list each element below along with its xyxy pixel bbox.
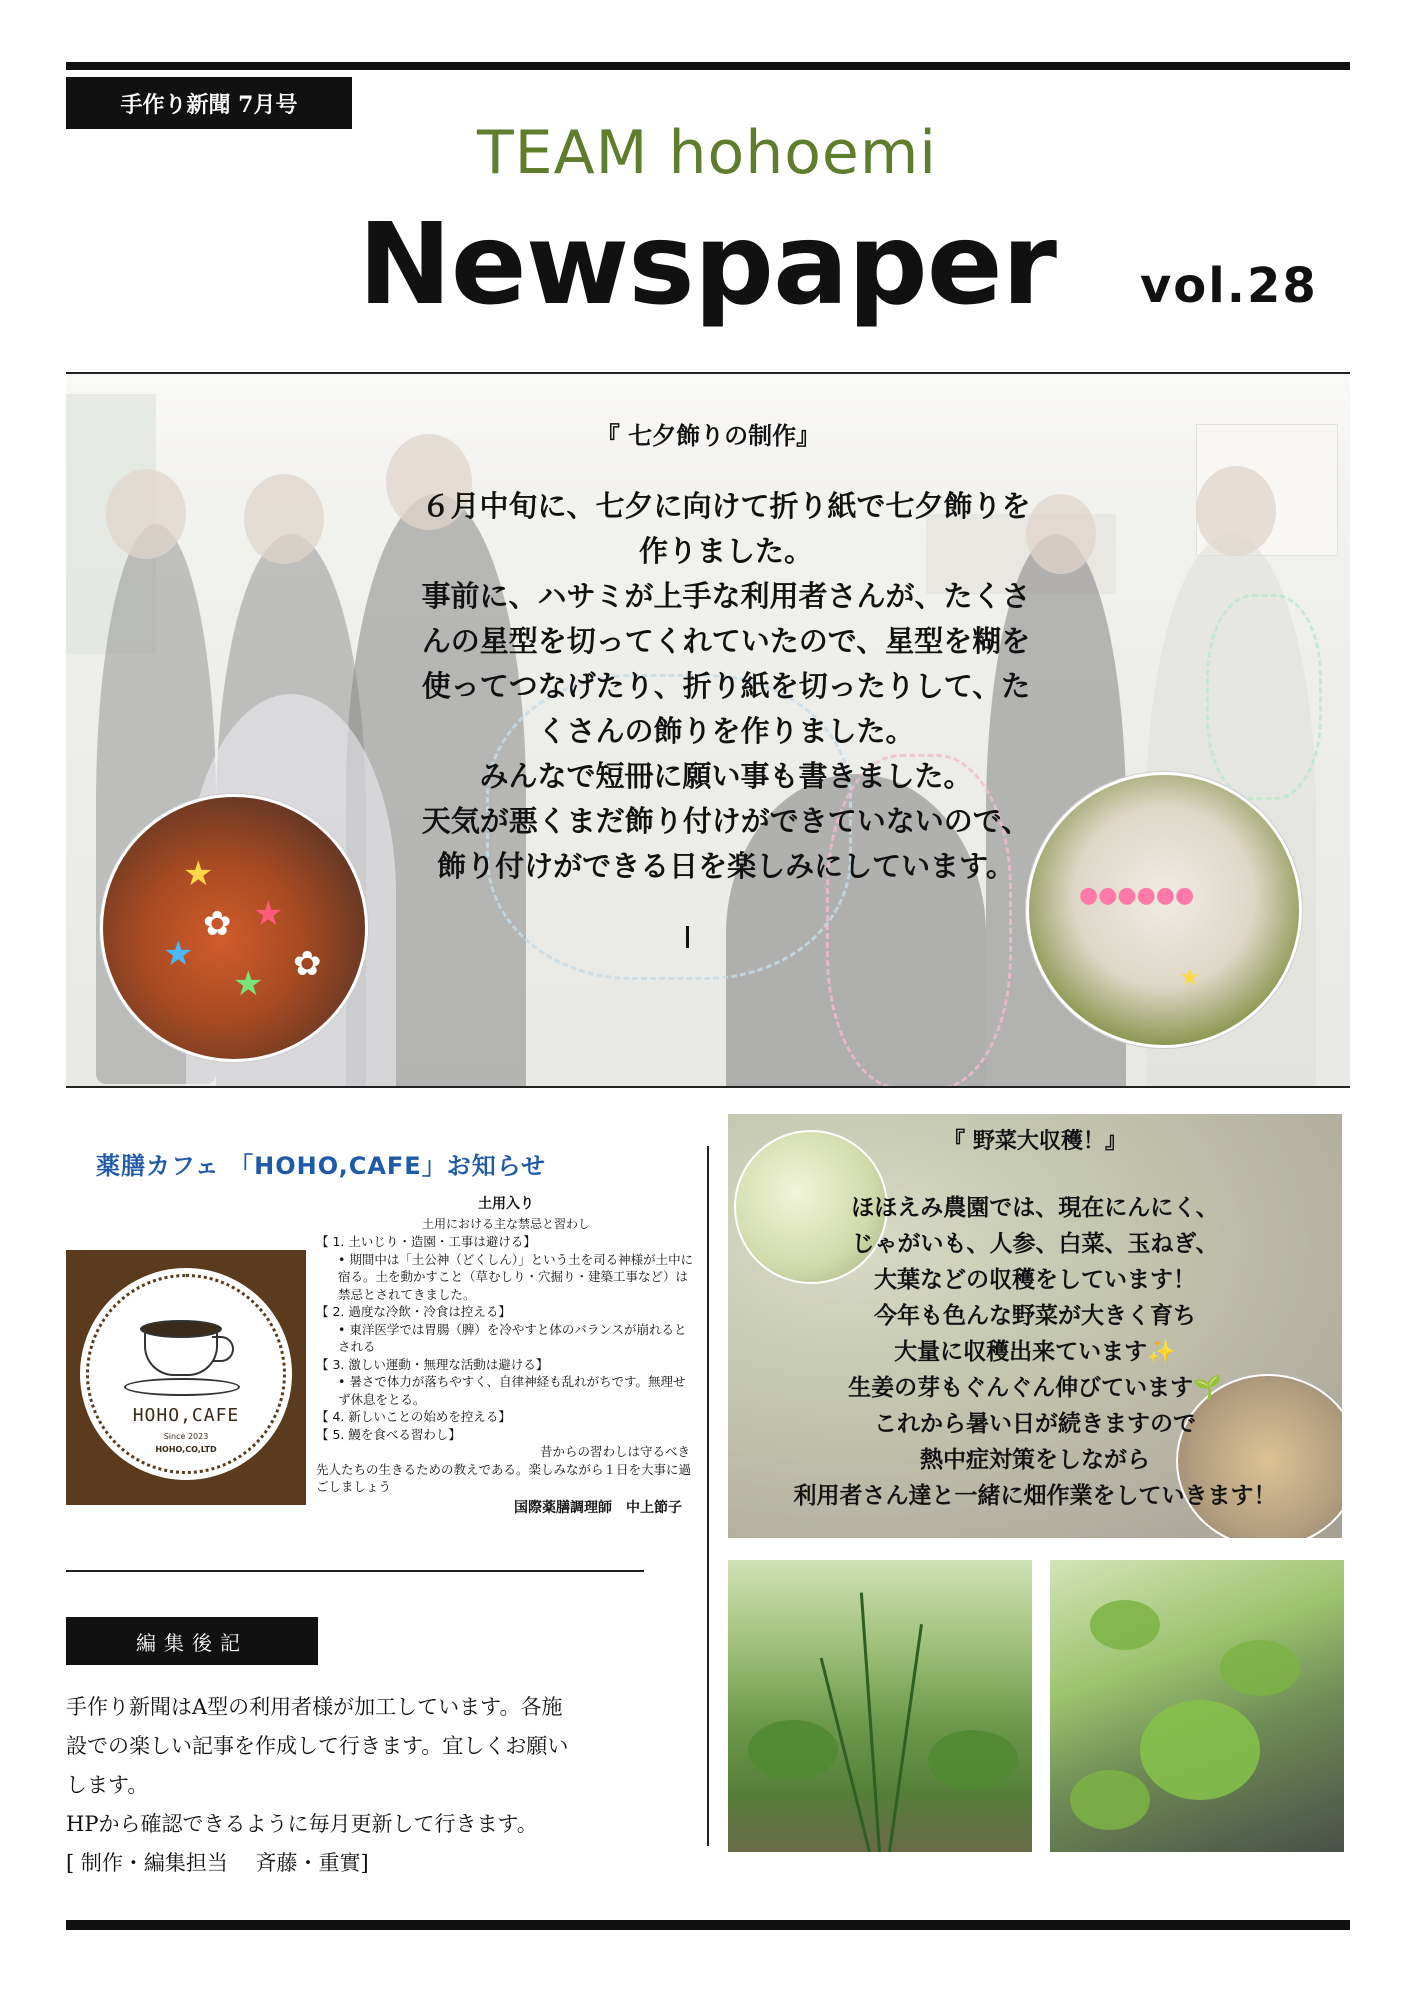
doyo-item-head: 【 3. 激しい運動・無理な活動は避ける】 (316, 1356, 549, 1372)
tanabata-photo (66, 372, 1350, 1088)
doyo-item-body: • 期間中は「土公神（どくしん）」という土を司る神様が土中に宿る。土を動かすこと（草むしり・穴掘り・建築工事など）は禁忌とされてきました。 (338, 1251, 694, 1302)
tanabata-line: ６月中旬に、七夕に向けて折り紙で七夕飾りを (421, 489, 1031, 523)
harvest-body (748, 1190, 1322, 1514)
harvest-line: 利用者さん達と一緒に畑作業をしていきます！ (793, 1483, 1277, 1509)
doyo-subheading: 土用における主な禁忌と習わし (421, 1216, 590, 1231)
doyo-heading: 土用入り (478, 1196, 534, 1212)
bottom-rule (66, 1920, 1350, 1930)
harvest-line: ほほえみ農園では、現在にんにく、 (851, 1195, 1219, 1221)
field-photo-seedlings (1050, 1560, 1344, 1852)
harvest-line: 熱中症対策をしながら (920, 1447, 1150, 1473)
harvest-line: じゃがいも、人参、白菜、玉ねぎ、 (851, 1231, 1219, 1257)
doyo-closing: 昔からの習わしは守るべき (539, 1444, 690, 1459)
tanabata-line: 作りました。 (638, 534, 813, 568)
seedling-leaf (1070, 1770, 1150, 1830)
doyo-item-body: • 暑さで体力が落ちやすく、自律神経も乱れがちです。無理せず休息をとる。 (338, 1374, 686, 1407)
postscript-line: します。 (66, 1773, 149, 1797)
harvest-line: 今年も色んな野菜が大きく育ち (874, 1303, 1196, 1329)
coffee-cup-body (144, 1328, 218, 1376)
seedling-leaf (1220, 1640, 1300, 1696)
harvest-title: 『 野菜大収穫！』 (943, 1129, 1127, 1154)
harvest-line: 生姜の芽もぐんぐん伸びています🌱 (848, 1375, 1222, 1401)
postscript-body (66, 1688, 666, 1883)
postscript-line: [ 制作・編集担当 斉藤・重實] (66, 1851, 369, 1875)
postscript-tag: 編集後記 (66, 1617, 318, 1665)
seedling-leaf (1140, 1700, 1260, 1800)
column-divider (707, 1146, 709, 1846)
postscript-line: 設での楽しい記事を作成して行きます。宜しくお願い (66, 1734, 569, 1758)
harvest-line: これから暑い日が続きますので (874, 1411, 1196, 1437)
crafting-photo-left: ★ ★ ★ ★ ✿ ✿ (100, 794, 368, 1062)
saucer-icon (124, 1378, 240, 1396)
masthead-title: Newspaper (358, 200, 1056, 330)
tanabata-line: 事前に、ハサミが上手な利用者さんが、たくさ (421, 579, 1031, 613)
vegetable-harvest-panel (728, 1114, 1342, 1538)
tanabata-line: んの星型を切ってくれていたので、星型を糊を (421, 624, 1031, 658)
doyo-item-head: 【 1. 土いじり・造園・工事は避ける】 (316, 1234, 536, 1249)
grass-blade (860, 1593, 881, 1852)
postscript-line: HPから確認できるように毎月更新して行きます。 (66, 1812, 538, 1836)
cafe-title: 薬膳カフェ 「HOHO,CAFE」お知らせ (96, 1152, 546, 1180)
top-rule (66, 62, 1350, 70)
logo-since: Since 2023 (163, 1432, 209, 1441)
volume-number: vol.28 (1140, 258, 1318, 314)
tanabata-body (346, 484, 1106, 889)
doyo-item-head: 【 4. 新しいことの始めを控える】 (316, 1409, 511, 1424)
doyo-item-body: • 東洋医学では胃腸（脾）を冷やすと体のバランスが崩れるとされる (338, 1321, 687, 1354)
logo-name: HOHO,CAFE (132, 1405, 240, 1426)
field-photo-grass (728, 1560, 1032, 1852)
logo-company: HOHO,CO,LTD (155, 1445, 217, 1454)
harvest-line: 大量に収穫出来ています✨ (894, 1339, 1176, 1365)
harvest-line: 大葉などの収穫をしています！ (874, 1267, 1196, 1293)
doyo-notice (316, 1196, 696, 1517)
grass-blade (888, 1624, 923, 1852)
cafe-logo (66, 1250, 306, 1505)
team-name: TEAM hohoemi (477, 118, 937, 188)
crafting-photo-right: ●●●●●● ★ (1026, 772, 1302, 1048)
issue-tag: 手作り新聞 7月号 (66, 77, 352, 129)
tanabata-line: 飾り付けができる日を楽しみにしています。 (437, 849, 1015, 883)
doyo-item-head: 【 2. 過度な冷飲・冷食は控える】 (316, 1304, 511, 1319)
doyo-closing: 先人たちの生きるための教えである。楽しみながら１日を大事に過ごしましょう (316, 1461, 692, 1494)
text-cursor (686, 926, 689, 948)
postscript-line: 手作り新聞はA型の利用者様が加工しています。各施 (66, 1695, 563, 1719)
tanabata-line: みんなで短冊に願い事も書きました。 (479, 759, 973, 793)
section-divider (66, 1570, 644, 1572)
tanabata-line: 使ってつなげたり、折り紙を切ったりして、た (421, 669, 1031, 703)
grass-clump (928, 1730, 1018, 1790)
seedling-leaf (1090, 1600, 1160, 1650)
tanabata-line: 天気が悪くまだ飾り付けができていないので、 (421, 804, 1031, 838)
tanabata-line: くさんの飾りを作りました。 (537, 714, 915, 748)
doyo-signature: 国際薬膳調理師 中上節子 (514, 1499, 682, 1516)
doyo-item-head: 【 5. 鰻を食べる習わし】 (316, 1426, 461, 1442)
tanabata-title: 『 七夕飾りの制作』 (595, 422, 821, 450)
grass-clump (748, 1720, 838, 1780)
